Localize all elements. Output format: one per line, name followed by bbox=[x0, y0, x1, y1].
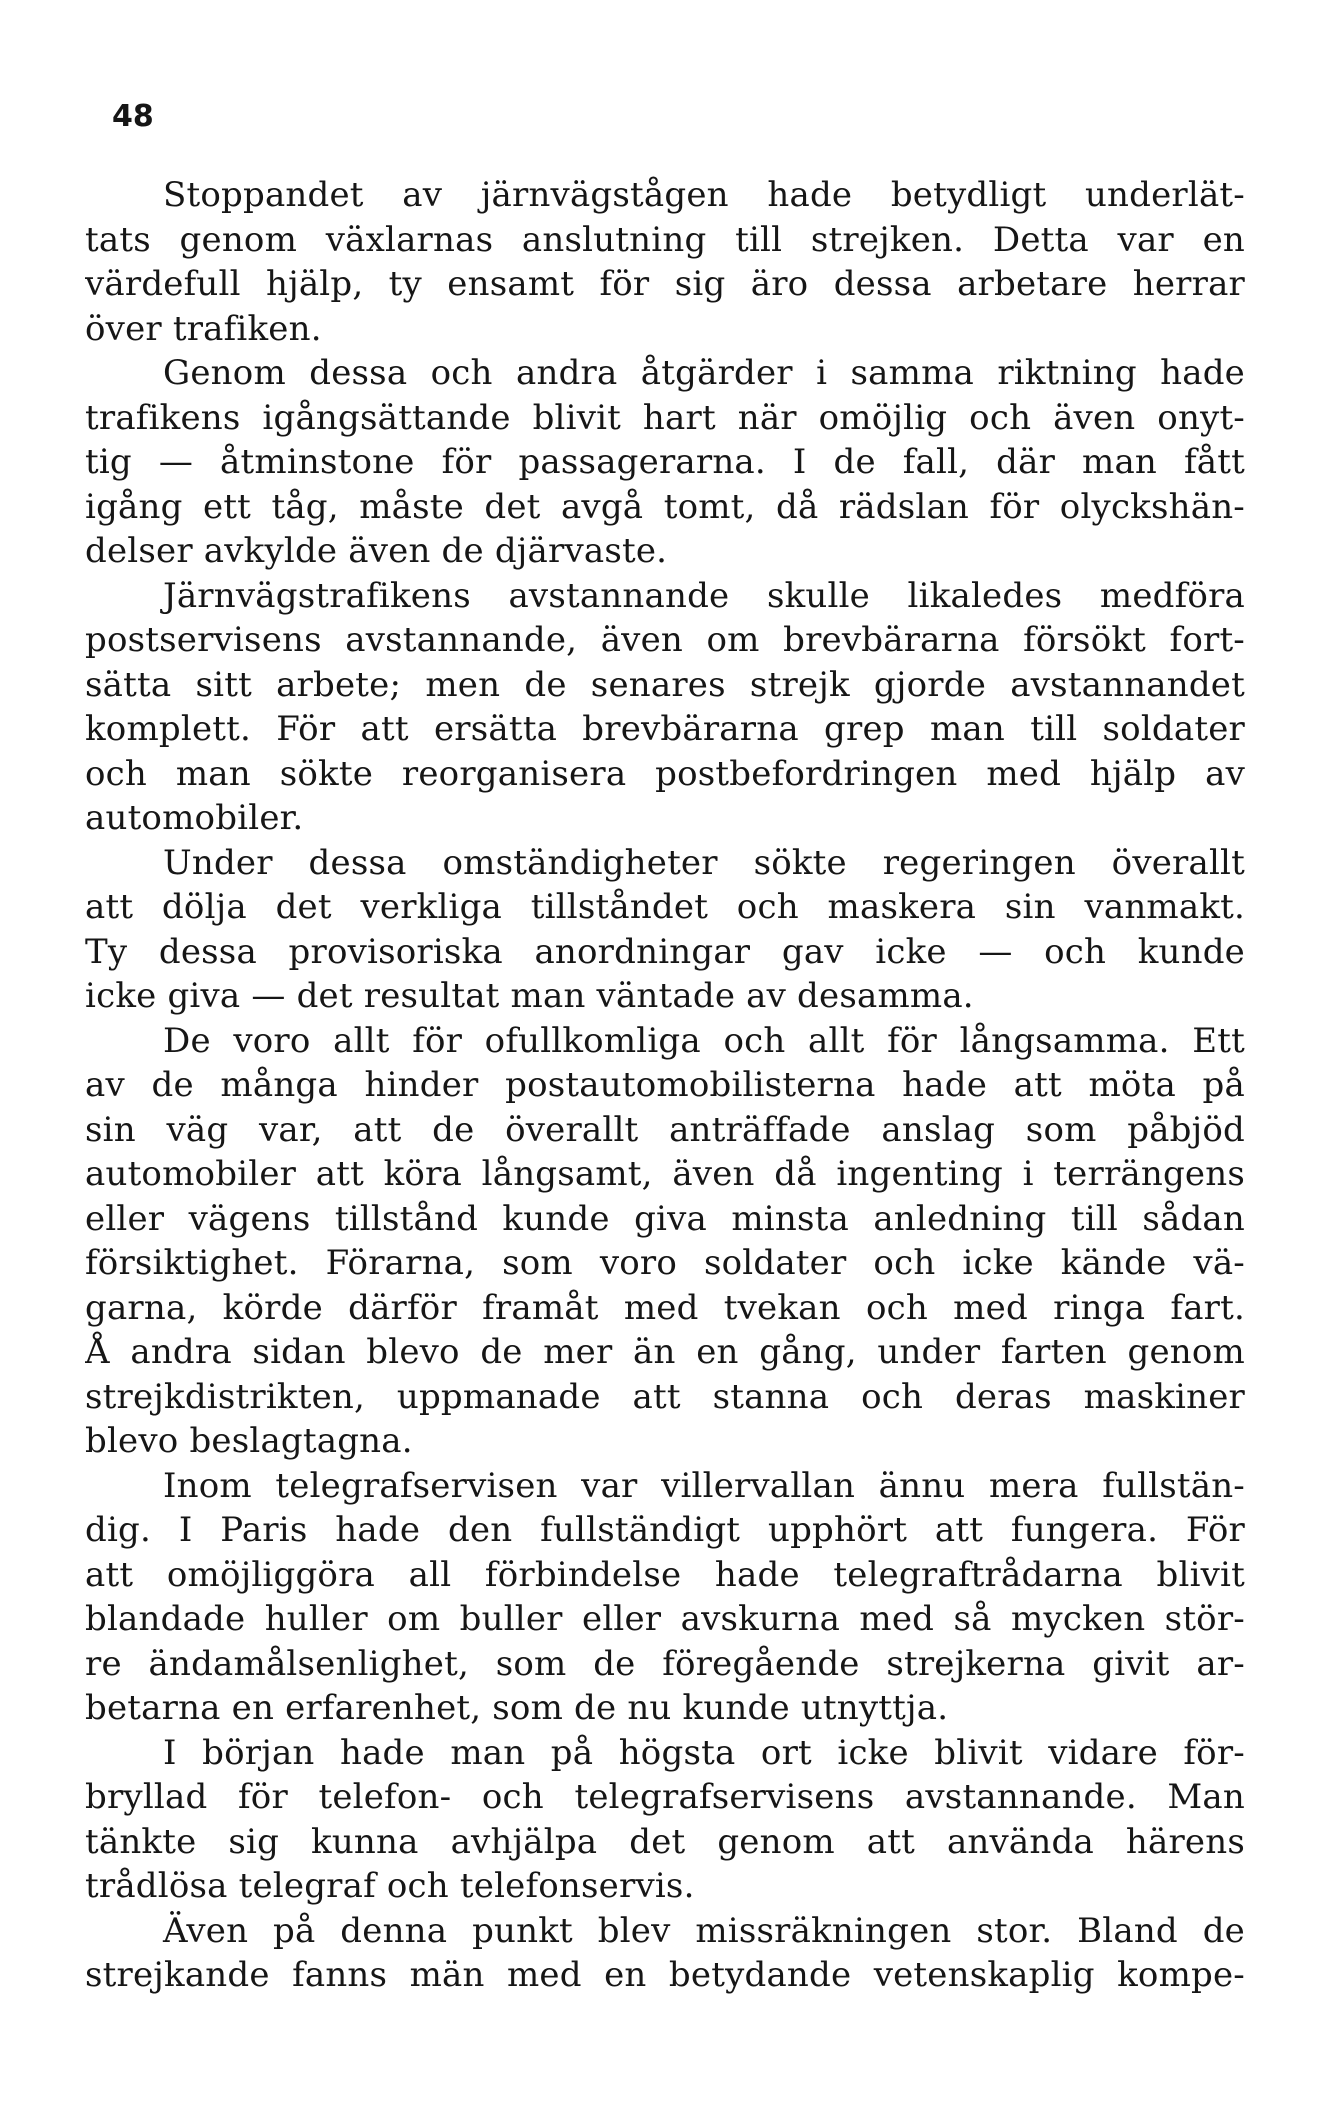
text-line: Under dessa omständigheter sökte regeringen överallt bbox=[163, 842, 1245, 883]
text-line: Inom telegrafservisen var villervallan ännu mera fullstän- bbox=[163, 1465, 1245, 1506]
text-line: blandade huller om buller eller avskurna med så mycken stör- bbox=[85, 1599, 1245, 1639]
text-line: värdefull hjälp, ty ensamt för sig äro dessa arbetare herrar bbox=[85, 264, 1245, 304]
text-line: Även på denna punkt blev missräkningen stor. Bland de bbox=[163, 1910, 1245, 1951]
text-line: att omöjliggöra all förbindelse hade telegraftrådarna blivit bbox=[85, 1554, 1245, 1595]
text-line: I början hade man på högsta ort icke blivit vidare för- bbox=[163, 1732, 1245, 1773]
paragraph bbox=[85, 1019, 1245, 1464]
paragraph bbox=[85, 1909, 1245, 1998]
paragraph bbox=[85, 1731, 1245, 1909]
text-line: automobiler att köra långsamt, även då ingenting i terrängens bbox=[85, 1154, 1245, 1194]
text-line: delser avkylde även de djärvaste. bbox=[85, 531, 668, 571]
paragraph bbox=[85, 841, 1245, 1019]
body-text bbox=[85, 173, 1245, 1998]
text-line: Genom dessa och andra åtgärder i samma riktning hade bbox=[163, 353, 1245, 393]
text-line: sin väg var, att de överallt anträffade anslag som påbjöd bbox=[85, 1109, 1245, 1150]
text-line: icke giva — det resultat man väntade av desamma. bbox=[85, 976, 974, 1016]
text-line: trafikens igångsättande blivit hart när omöjlig och även onyt- bbox=[85, 397, 1245, 438]
text-line: Järnvägstrafikens avstannande skulle likaledes medföra bbox=[163, 575, 1245, 616]
text-line: Ty dessa provisoriska anordningar gav icke — och kunde bbox=[85, 931, 1245, 972]
text-line: garna, körde därför framåt med tvekan och med ringa fart. bbox=[85, 1287, 1245, 1328]
text-line: automobiler. bbox=[85, 798, 304, 838]
text-line: re ändamålsenlighet, som de föregående strejkerna givit ar- bbox=[85, 1643, 1245, 1684]
text-line: komplett. För att ersätta brevbärarna grep man till soldater bbox=[85, 709, 1245, 749]
text-line: trådlösa telegraf och telefonservis. bbox=[85, 1866, 695, 1906]
text-line: Stoppandet av järnvägstågen hade betydligt underlät- bbox=[163, 175, 1245, 215]
text-line: av de många hinder postautomobilisterna hade att möta på bbox=[85, 1065, 1245, 1105]
text-line: dig. I Paris hade den fullständigt upphört att fungera. För bbox=[85, 1510, 1245, 1550]
paragraph bbox=[85, 173, 1245, 351]
text-line: igång ett tåg, måste det avgå tomt, då rädslan för olyckshän- bbox=[85, 486, 1245, 527]
paragraph bbox=[85, 574, 1245, 841]
text-line: eller vägens tillstånd kunde giva minsta anledning till sådan bbox=[85, 1198, 1245, 1239]
text-line: Å andra sidan blevo de mer än en gång, under farten genom bbox=[85, 1332, 1245, 1372]
text-line: betarna en erfarenhet, som de nu kunde utnyttja. bbox=[85, 1688, 949, 1728]
paragraph bbox=[85, 351, 1245, 574]
text-line: tig — åtminstone för passagerarna. I de fall, där man fått bbox=[85, 442, 1245, 482]
text-line: bryllad för telefon- och telegrafservisens avstannande. Man bbox=[85, 1777, 1245, 1817]
text-line: sätta sitt arbete; men de senares strejk gjorde avstannandet bbox=[85, 664, 1245, 705]
text-line: blevo beslagtagna. bbox=[85, 1421, 413, 1461]
text-line: strejkdistrikten, uppmanade att stanna och deras maskiner bbox=[85, 1376, 1245, 1417]
text-line: över trafiken. bbox=[85, 308, 322, 349]
text-line: postservisens avstannande, även om brevbärarna försökt fort- bbox=[85, 620, 1245, 660]
text-line: att dölja det verkliga tillståndet och maskera sin vanmakt. bbox=[85, 887, 1245, 927]
paragraph bbox=[85, 1464, 1245, 1731]
text-line: och man sökte reorganisera postbefordringen med hjälp av bbox=[85, 753, 1245, 794]
text-line: strejkande fanns män med en betydande vetenskaplig kompe- bbox=[85, 1955, 1245, 1995]
text-line: tats genom växlarnas anslutning till strejken. Detta var en bbox=[85, 219, 1245, 260]
page-number: 48 bbox=[112, 99, 154, 134]
text-line: De voro allt för ofullkomliga och allt för långsamma. Ett bbox=[163, 1020, 1245, 1061]
text-line: försiktighet. Förarna, som voro soldater och icke kände vä- bbox=[85, 1243, 1245, 1283]
text-line: tänkte sig kunna avhjälpa det genom att använda härens bbox=[85, 1821, 1245, 1862]
